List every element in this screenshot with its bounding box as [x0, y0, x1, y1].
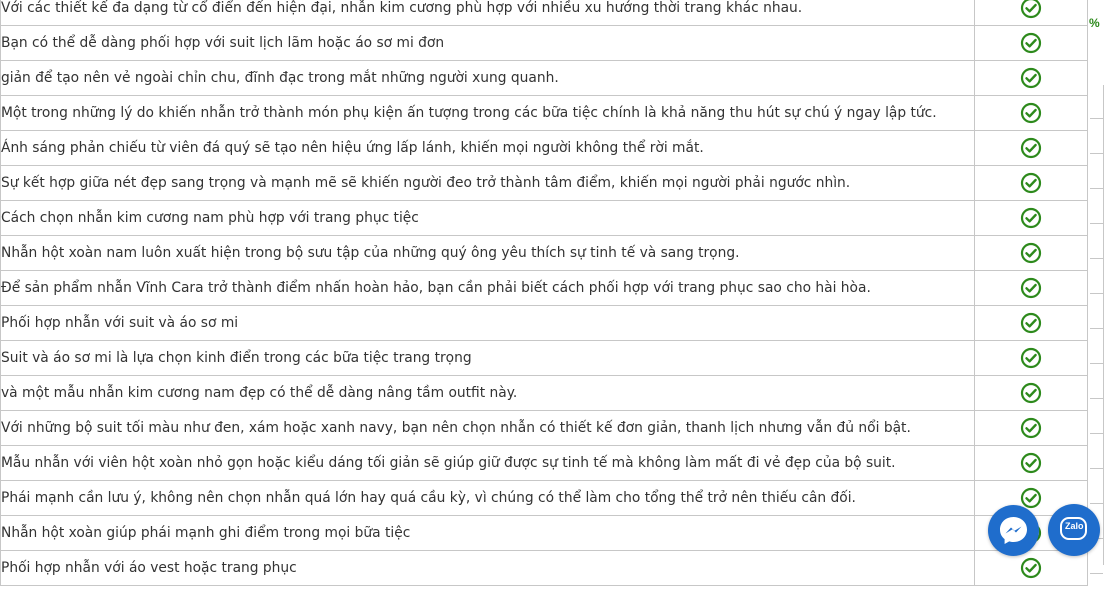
- check-cell: [975, 306, 1088, 341]
- table-row: [1, 131, 1088, 166]
- row-text: Với các thiết kế đa dạng từ cổ điển đến hiện đại, nhẫn kim cương phù hợp với nhiều xu hướng thời trang khác nhau.: [1, 0, 975, 26]
- check-circle-icon: [1020, 172, 1042, 194]
- messenger-chat-button[interactable]: [988, 505, 1039, 556]
- table-row: [1, 26, 1088, 61]
- table-row: [1, 271, 1088, 306]
- side-mark: %: [1089, 16, 1100, 30]
- row-text: Phối hợp nhẫn với suit và áo sơ mi: [1, 306, 975, 341]
- check-circle-icon: [1020, 347, 1042, 369]
- check-circle-icon: [1020, 417, 1042, 439]
- table-row: [1, 236, 1088, 271]
- side-tick: [1090, 503, 1103, 504]
- table-row: [1, 551, 1088, 586]
- row-text: giản để tạo nên vẻ ngoài chỉn chu, đĩnh đạc trong mắt những người xung quanh.: [1, 61, 975, 96]
- side-tick: [1090, 223, 1103, 224]
- check-circle-icon: [1020, 487, 1042, 509]
- table-row: [1, 516, 1088, 551]
- side-rule: [1103, 85, 1104, 565]
- side-tick: [1090, 328, 1103, 329]
- row-text: Với những bộ suit tối màu như đen, xám hoặc xanh navy, bạn nên chọn nhẫn có thiết kế đơn giản, thanh lịch nhưng vẫn đủ nổi bật.: [1, 411, 975, 446]
- table-row: [1, 446, 1088, 481]
- side-tick: [1090, 118, 1103, 119]
- table-row: [1, 376, 1088, 411]
- check-cell: [975, 446, 1088, 481]
- table-row: [1, 166, 1088, 201]
- check-cell: [975, 201, 1088, 236]
- check-cell: [975, 236, 1088, 271]
- table-row: [1, 201, 1088, 236]
- check-cell: [975, 411, 1088, 446]
- row-text: Bạn có thể dễ dàng phối hợp với suit lịch lãm hoặc áo sơ mi đơn: [1, 26, 975, 61]
- row-text: Cách chọn nhẫn kim cương nam phù hợp với trang phục tiệc: [1, 201, 975, 236]
- side-tick: [1090, 398, 1103, 399]
- row-text: Một trong những lý do khiến nhẫn trở thành món phụ kiện ấn tượng trong các bữa tiệc chính là khả năng thu hút sự chú ý ngay lập tức.: [1, 96, 975, 131]
- side-tick: [1090, 188, 1103, 189]
- table-row: [1, 61, 1088, 96]
- check-circle-icon: [1020, 0, 1042, 19]
- row-text: và một mẫu nhẫn kim cương nam đẹp có thể dễ dàng nâng tầm outfit này.: [1, 376, 975, 411]
- side-tick: [1090, 433, 1103, 434]
- row-text: Suit và áo sơ mi là lựa chọn kinh điển trong các bữa tiệc trang trọng: [1, 341, 975, 376]
- check-circle-icon: [1020, 32, 1042, 54]
- table-row: [1, 341, 1088, 376]
- row-text: Mẫu nhẫn với viên hột xoàn nhỏ gọn hoặc kiểu dáng tối giản sẽ giúp giữ được sự tinh tế mà không làm mất đi vẻ đẹp của bộ suit.: [1, 446, 975, 481]
- check-circle-icon: [1020, 382, 1042, 404]
- check-circle-icon: [1020, 137, 1042, 159]
- table-row: [1, 481, 1088, 516]
- check-circle-icon: [1020, 242, 1042, 264]
- side-tick: [1090, 293, 1103, 294]
- check-circle-icon: [1020, 557, 1042, 579]
- check-cell: [975, 0, 1088, 26]
- side-tick: [1090, 363, 1103, 364]
- check-cell: [975, 96, 1088, 131]
- check-circle-icon: [1020, 102, 1042, 124]
- check-circle-icon: [1020, 312, 1042, 334]
- side-tick: [1090, 468, 1103, 469]
- row-text: Phái mạnh cần lưu ý, không nên chọn nhẫn quá lớn hay quá cầu kỳ, vì chúng có thể làm cho tổng thể trở nên thiếu cân đối.: [1, 481, 975, 516]
- row-text: Sự kết hợp giữa nét đẹp sang trọng và mạnh mẽ sẽ khiến người đeo trở thành tâm điểm, khiến mọi người phải ngước nhìn.: [1, 166, 975, 201]
- row-text: Nhẫn hột xoàn giúp phái mạnh ghi điểm trong mọi bữa tiệc: [1, 516, 975, 551]
- table-row: [1, 0, 1088, 26]
- check-cell: [975, 376, 1088, 411]
- zalo-label: Zalo: [1065, 521, 1084, 531]
- messenger-icon: [997, 514, 1030, 547]
- row-text: Nhẫn hột xoàn nam luôn xuất hiện trong bộ sưu tập của những quý ông yêu thích sự tinh tế và sang trọng.: [1, 236, 975, 271]
- table-row: [1, 96, 1088, 131]
- check-cell: [975, 271, 1088, 306]
- table-row: [1, 411, 1088, 446]
- side-tick: [1090, 573, 1103, 574]
- zalo-chat-button[interactable]: [1048, 504, 1100, 556]
- check-cell: [975, 26, 1088, 61]
- side-tick: [1090, 153, 1103, 154]
- check-cell: [975, 341, 1088, 376]
- check-circle-icon: [1020, 277, 1042, 299]
- row-text: Để sản phẩm nhẫn Vĩnh Cara trở thành điểm nhấn hoàn hảo, bạn cần phải biết cách phối hợp với trang phục sao cho hài hòa.: [1, 271, 975, 306]
- check-circle-icon: [1020, 67, 1042, 89]
- check-circle-icon: [1020, 452, 1042, 474]
- side-tick: [1090, 258, 1103, 259]
- table-row: [1, 306, 1088, 341]
- row-text: Phối hợp nhẫn với áo vest hoặc trang phục: [1, 551, 975, 586]
- row-text: Ánh sáng phản chiếu từ viên đá quý sẽ tạo nên hiệu ứng lấp lánh, khiến mọi người không thể rời mắt.: [1, 131, 975, 166]
- check-cell: [975, 131, 1088, 166]
- check-circle-icon: [1020, 207, 1042, 229]
- check-cell: [975, 166, 1088, 201]
- check-cell: [975, 61, 1088, 96]
